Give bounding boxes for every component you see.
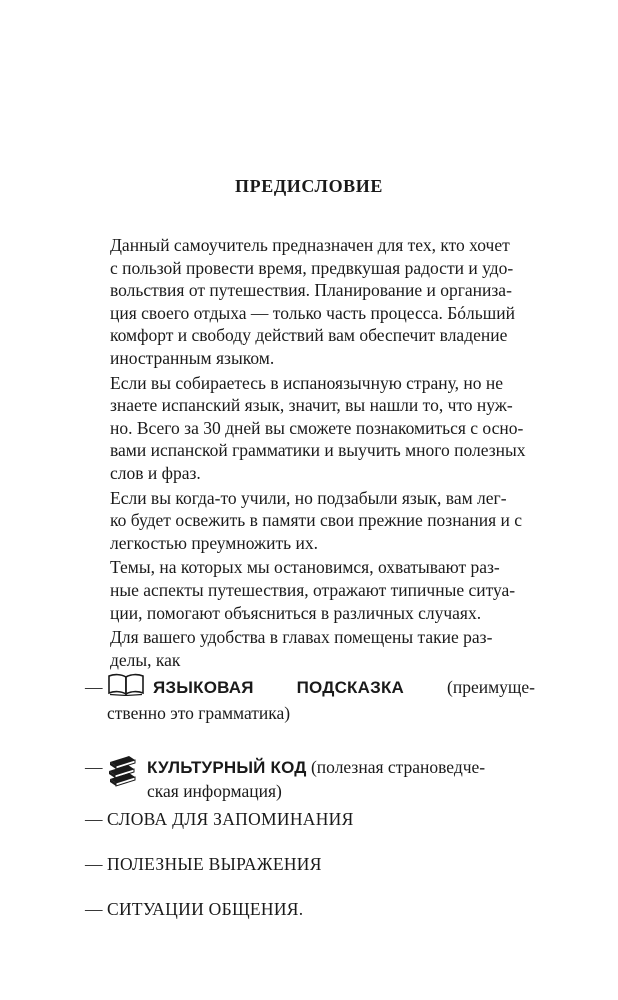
list-dash: — [85, 809, 103, 829]
text-line: вольствия от путешествия. Планирование и организа- [110, 280, 512, 301]
section-item-culture-code [85, 740, 535, 801]
text-line: делы, как [110, 649, 181, 670]
text-line: знаете испанский язык, значит, вы нашли то, что нуж- [110, 395, 513, 416]
text-line: ко будет освежить в памяти свои прежние познания и с [110, 510, 523, 531]
paragraph-5 [85, 626, 535, 671]
text-line: ные аспекты путешествия, отражают типичные ситуа- [110, 579, 516, 600]
list-dash: — [85, 756, 103, 777]
text-line: ция своего отдыха — только часть процесса. Бóльший [110, 302, 515, 323]
text-line: Темы, на которых мы остановимся, охватывают раз- [110, 557, 500, 578]
section-item-situations [85, 898, 535, 921]
stacked-books-icon [107, 754, 137, 794]
text-line: Если вы когда-то учили, но подзабыли язык, вам лег- [110, 487, 507, 508]
text-line: ции, помогают объясниться в различных случаях. [110, 602, 482, 623]
section-label: КУЛЬТУРНЫЙ КОД [147, 757, 307, 777]
list-dash: — [85, 676, 103, 697]
text-line: с пользой провести время, предвкушая радости и удо- [110, 257, 514, 278]
section-label: СЛОВА ДЛЯ ЗАПОМИНАНИЯ [107, 809, 354, 829]
paragraph-1 [85, 234, 535, 370]
paragraph-2 [85, 372, 535, 485]
paragraph-4 [85, 556, 535, 624]
text-line: легкостью преумножить их. [110, 532, 318, 553]
section-note-continued: ская информация) [147, 781, 282, 801]
section-item-words [85, 808, 535, 831]
text-line: Данный самоучитель предназначен для тех, кто хочет [110, 235, 510, 255]
text-line: но. Всего за 30 дней вы сможете познакомиться с осно- [110, 417, 524, 438]
paragraph-3 [85, 487, 535, 555]
section-item-phrases [85, 853, 535, 876]
section-label-word2: ПОДСКАЗКА [296, 677, 405, 697]
section-label: СИТУАЦИИ ОБЩЕНИЯ. [107, 899, 304, 919]
list-dash: — [85, 899, 103, 919]
page-title: ПРЕДИСЛОВИЕ [235, 176, 383, 196]
section-note: (полезная страноведче- [310, 756, 486, 777]
section-label: ПОЛЕЗНЫЕ ВЫРАЖЕНИЯ [107, 854, 322, 874]
text-line: иностранным языком. [110, 347, 275, 368]
section-list [85, 672, 535, 921]
list-dash: — [85, 854, 103, 874]
section-item-language-hint [85, 672, 535, 723]
text-line: комфорт и свободу действий вам обеспечит владение [110, 325, 508, 346]
text-line: Если вы собираетесь в испаноязычную страну, но не [110, 372, 504, 393]
section-note-continued: ственно это грамматика) [107, 703, 291, 723]
preface-text [85, 234, 535, 671]
text-line: слов и фраз. [110, 462, 201, 483]
open-book-icon [107, 672, 145, 702]
text-line: Для вашего удобства в главах помещены такие раз- [110, 627, 493, 648]
section-note: (преимуще- [447, 676, 535, 697]
text-line: вами испанской грамматики и выучить много полезных [110, 440, 526, 461]
section-label-word1: ЯЗЫКОВАЯ [153, 677, 254, 697]
